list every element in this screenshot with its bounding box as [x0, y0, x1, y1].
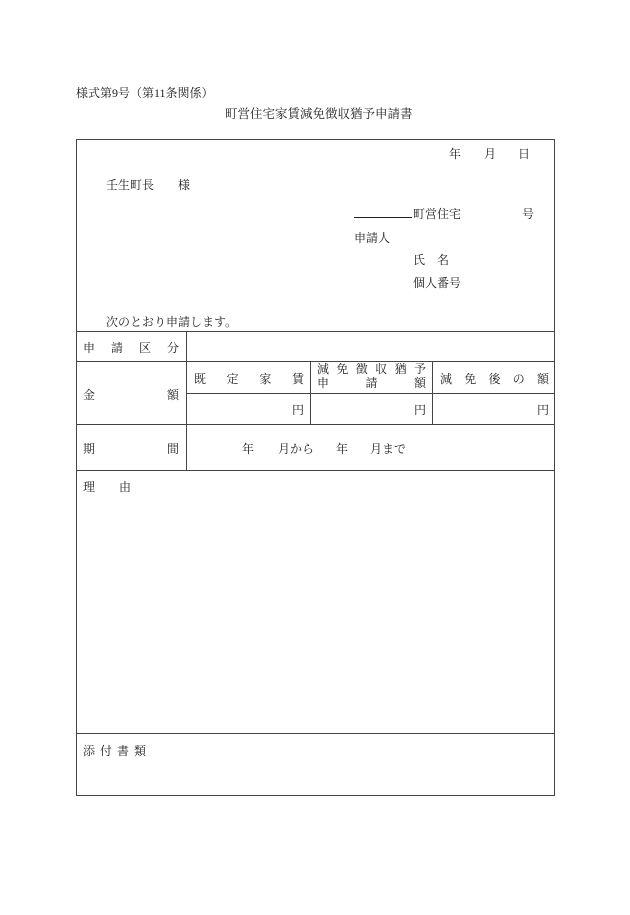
divider	[76, 424, 555, 425]
date-month: 月	[484, 147, 497, 161]
amount-label: 金 額	[83, 388, 179, 402]
period-start-month: 月から	[278, 442, 315, 456]
housing-label: 町営住宅	[413, 207, 462, 221]
reason-field[interactable]	[77, 495, 554, 731]
period-start-year: 年	[242, 442, 255, 456]
housing-blank[interactable]	[354, 217, 412, 218]
yen-unit: 円	[291, 403, 304, 417]
housing-number-suffix: 号	[522, 207, 535, 221]
request-amount-field[interactable]	[311, 394, 431, 424]
category-label: 申 請 区 分	[83, 341, 179, 355]
period-label: 期 間	[83, 442, 179, 456]
addressee-honorific: 様	[178, 178, 191, 192]
addressee: 壬生町長	[106, 178, 155, 192]
col-after-header: 減 免 後 の 額	[440, 372, 549, 386]
period-end-month: 月まで	[370, 442, 407, 456]
intro-text: 次のとおり申請します。	[106, 315, 238, 329]
attachments-label: 添付書類	[83, 744, 152, 758]
page-title: 町営住宅家賃減免徴収猶予申請書	[225, 107, 413, 121]
form-number: 様式第9号（第11条関係）	[76, 86, 214, 100]
yen-unit: 円	[536, 403, 549, 417]
applicant-label: 申請人	[354, 231, 391, 245]
attachments-field[interactable]	[77, 758, 554, 794]
col-request-header-2: 申 請 額	[317, 376, 426, 390]
date-day: 日	[518, 147, 531, 161]
col-request-header-1: 減 免 徴 収 猶 予	[317, 362, 426, 376]
personal-number-label: 個人番号	[413, 276, 462, 290]
period-end-year: 年	[336, 442, 349, 456]
yen-unit: 円	[413, 403, 426, 417]
divider	[76, 361, 555, 362]
reason-label: 理 由	[83, 480, 132, 494]
divider	[76, 733, 555, 734]
name-label: 氏 名	[413, 253, 450, 267]
divider	[76, 470, 555, 471]
category-field[interactable]	[187, 332, 554, 361]
rent-amount-field[interactable]	[187, 394, 309, 424]
date-year: 年	[449, 147, 462, 161]
after-amount-field[interactable]	[433, 394, 554, 424]
col-rent-header: 既 定 家 賃	[194, 372, 304, 386]
